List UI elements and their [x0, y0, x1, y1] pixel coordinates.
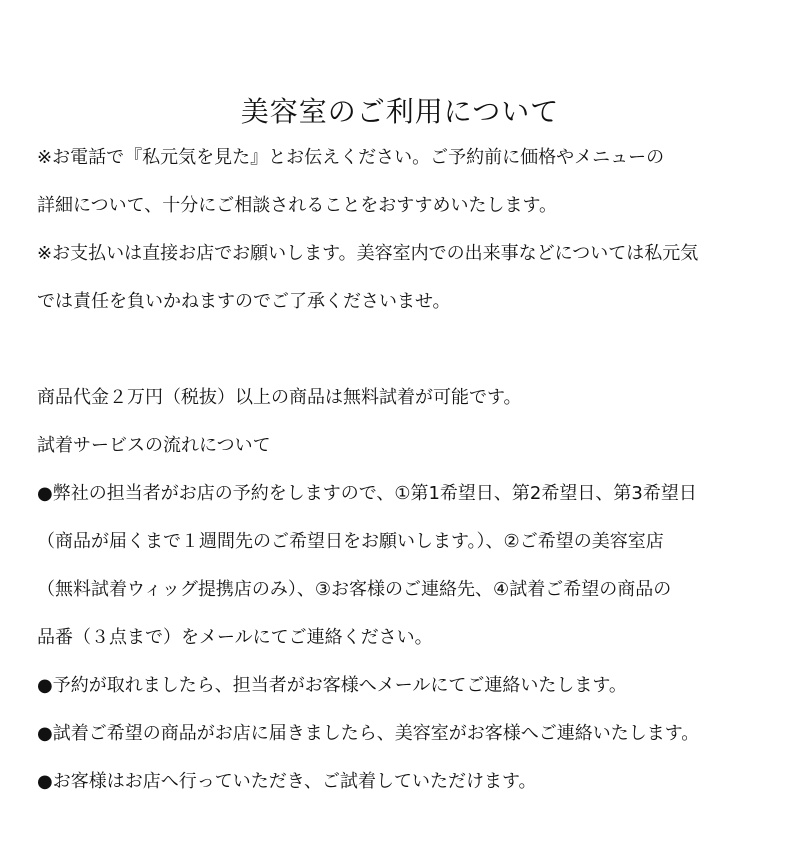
notice-payment-line-1: ※お支払いは直接お店でお願いします。美容室内での出来事などについては私元気 — [37, 243, 699, 264]
step-1-line-2: （商品が届くまで１週間先のご希望日をお願いします。）、②ご希望の美容室店 — [37, 531, 664, 552]
step-1-line-3: （無料試着ウィッグ提携店のみ）、③お客様のご連絡先、④試着ご希望の商品の — [37, 579, 672, 600]
notice-payment-line-2: では責任を負いかねますのでご了承くださいませ。 — [37, 291, 451, 312]
step-1-line-4: 品番（３点まで）をメールにてご連絡ください。 — [37, 627, 433, 648]
notice-phone-line-1: ※お電話で『私元気を見た』とお伝えください。ご予約前に価格やメニューの — [37, 147, 665, 168]
fitting-flow-heading: 試着サービスの流れについて — [37, 435, 271, 456]
step-1-line-1: ●弊社の担当者がお店の予約をしますので、①第1希望日、第2希望日、第3希望日 — [37, 483, 697, 504]
page-title: 美容室のご利用について — [240, 94, 560, 128]
fitting-condition: 商品代金２万円（税抜）以上の商品は無料試着が可能です。 — [37, 387, 522, 408]
step-3: ●試着ご希望の商品がお店に届きましたら、美容室がお客様へご連絡いたします。 — [37, 723, 700, 744]
notice-phone-line-2: 詳細について、十分にご相談されることをおすすめいたします。 — [37, 195, 558, 216]
step-2: ●予約が取れましたら、担当者がお客様へメールにてご連絡いたします。 — [37, 675, 627, 696]
step-4: ●お客様はお店へ行っていただき、ご試着していただけます。 — [37, 771, 537, 792]
